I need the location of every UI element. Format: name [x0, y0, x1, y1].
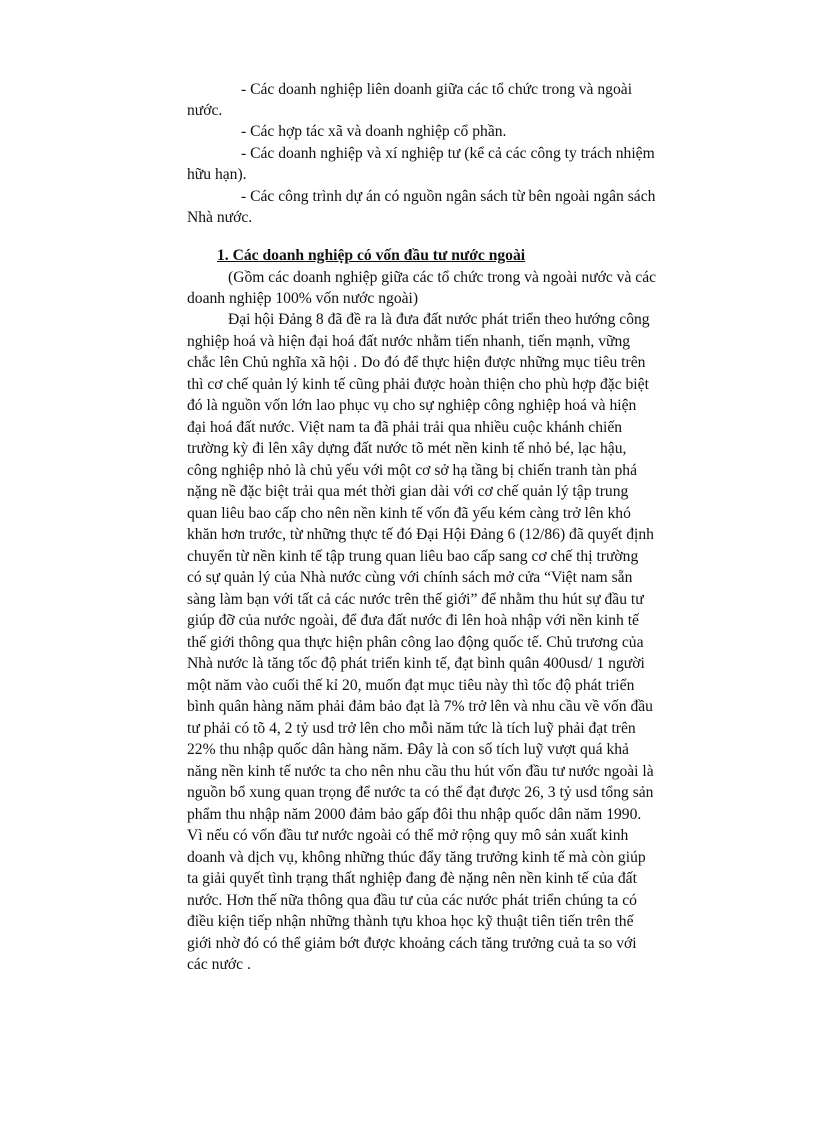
paragraph-line: ta giải quyết tình trạng thất nghiệp đang đè nặng nên nền kinh tế của đất — [187, 870, 637, 887]
paragraph-line: một năm vào cuối thế kỉ 20, muốn đạt mục tiêu này thì tốc độ phát triển — [187, 677, 635, 694]
paragraph-line: chuyển từ nền kinh tế tập trung quan liêu bao cấp sang cơ chế thị trường — [187, 548, 639, 565]
paragraph-line: Đại hội Đảng 8 đã đề ra là đưa đất nước phát triển theo hướng công — [228, 311, 650, 328]
paragraph-line: 22% thu nhập quốc dân hàng năm. Đây là con số tích luỹ vượt quá khả — [187, 741, 629, 758]
paragraph-line: nặng nề đặc biệt trải qua mét thời gian dài với cơ chế quản lý tập trung — [187, 483, 629, 500]
paragraph-line: thì cơ chế quản lý kinh tế cũng phải được hoàn thiện cho phù hợp đặc biệt — [187, 376, 649, 393]
paragraph-line: đó là nguồn vốn lớn lao phục vụ cho sự nghiệp công nghiệp hoá và hiện — [187, 397, 637, 414]
paragraph-line: thế giới thông qua thực hiện phân công lao động quốc tế. Chủ trương của — [187, 634, 644, 651]
paragraph-line: đại hoá đất nước. Việt nam ta đã phải trải qua nhiều cuộc khánh chiến — [187, 419, 623, 436]
paragraph-line: nước. Hơn thế nữa thông qua đầu tư của các nước phát triển chúng ta có — [187, 892, 637, 909]
paragraph-line: (Gồm các doanh nghiệp giữa các tổ chức trong và ngoài nước và các — [228, 269, 657, 286]
paragraph-line: Vì nếu có vốn đầu tư nước ngoài có thể mở rộng quy mô sản xuất kinh — [187, 827, 629, 844]
list-item-continuation: Nhà nước. — [187, 209, 253, 226]
paragraph-line: năng nền kinh tế nước ta cho nên nhu cầu thu hút vốn đầu tư nước ngoài là — [187, 763, 654, 780]
paragraph-line: điều kiện tiếp nhận những thành tựu khoa học kỹ thuật tiên tiến trên thế — [187, 913, 634, 930]
paragraph-line: giúp đỡ của nước ngoài, để đưa đất nước đi lên hoà nhập với nền kinh tế — [187, 612, 639, 629]
paragraph-line: trường kỳ đi lên xây dựng đất nước tõ mét nền kinh tế nhỏ bé, lạc hậu, — [187, 440, 627, 457]
paragraph-line: khăn hơn trước, từ những thực tế đó Đại Hội Đảng 6 (12/86) đã quyết định — [187, 526, 654, 543]
section-heading: 1. Các doanh nghiệp có vốn đầu tư nước ngoài — [217, 247, 526, 264]
list-item-cooperatives: - Các hợp tác xã và doanh nghiệp cổ phần. — [241, 123, 507, 140]
paragraph-line: có sự quản lý của Nhà nước cùng với chính sách mở cửa “Việt nam sẵn — [187, 569, 633, 586]
paragraph-line: chắc lên Chủ nghĩa xã hội . Do đó để thực hiện được những mục tiêu trên — [187, 354, 646, 371]
paragraph-line: nguồn bổ xung quan trọng để nước ta có thể đạt được 26, 3 tỷ usd tổng sản — [187, 784, 654, 801]
paragraph-line: phẩm thu nhập năm 2000 đảm bảo gấp đôi thu nhập quốc dân năm 1990. — [187, 806, 642, 823]
paragraph-line: bình quân hàng năm phải đảm bảo đạt là 7% trở lên và nhu cầu về vốn đầu — [187, 698, 653, 715]
paragraph-line: các nước . — [187, 956, 251, 973]
paragraph-line: nghiệp hoá và hiện đại hoá đất nước nhằm tiến nhanh, tiến mạnh, vững — [187, 333, 631, 350]
list-item-joint-venture: - Các doanh nghiệp liên doanh giữa các tổ chức trong và ngoài — [241, 81, 633, 98]
paragraph-line: tư phải có tõ 4, 2 tỷ usd trở lên cho mỗi năm tức là tích luỹ phải đạt trên — [187, 720, 636, 737]
paragraph-line: doanh và dịch vụ, không những thúc đẩy tăng trưởng kinh tế mà còn giúp — [187, 849, 646, 866]
list-item-continuation: hữu hạn). — [187, 166, 247, 183]
paragraph-line: Nhà nước là tăng tốc độ phát triển kinh tế, đạt bình quân 400usd/ 1 người — [187, 655, 645, 672]
paragraph-line: quan liêu bao cấp cho nên nền kinh tế vốn đã yếu kém càng trở lên khó — [187, 505, 631, 522]
list-item-projects: - Các công trình dự án có nguồn ngân sách từ bên ngoài ngân sách — [241, 188, 656, 205]
list-item-continuation: nước. — [187, 102, 223, 119]
paragraph-line: công nghiệp nhỏ là chủ yếu với một cơ sở hạ tầng bị chiến tranh tàn phá — [187, 462, 637, 479]
paragraph-line: sàng làm bạn với tất cả các nước trên thế giới” để nhằm thu hút sự đầu tư — [187, 591, 644, 608]
paragraph-line: giới nhờ đó có thể giảm bớt được khoảng cách tăng trưởng cuả ta so với — [187, 935, 637, 952]
paragraph-line: doanh nghiệp 100% vốn nước ngoài) — [187, 290, 419, 307]
list-item-private-enterprises: - Các doanh nghiệp và xí nghiệp tư (kể cả các công ty trách nhiệm — [241, 145, 655, 162]
